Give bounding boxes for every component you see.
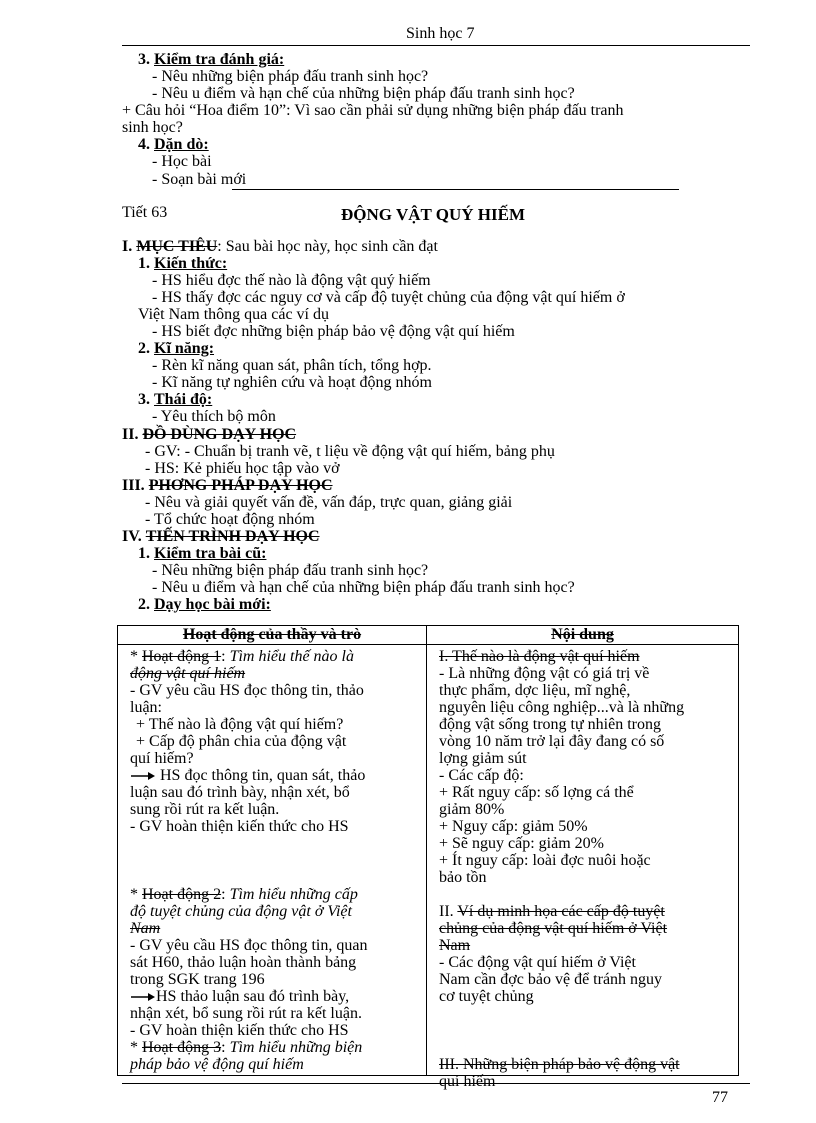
list-item: nhận xét, bổ sung rồi rút ra kết luận.	[130, 1004, 362, 1022]
content-section-2-heading-cont: chủng của động vật quí hiếm ở Việt	[439, 919, 668, 937]
list-item: quí hiếm?	[130, 749, 194, 767]
content-section-2-heading-cont: Nam	[439, 936, 471, 954]
skills-item: - Rèn kĩ năng quan sát, phân tích, tổng hợp.	[152, 357, 432, 374]
table-row	[118, 644, 739, 1075]
list-item: động vật sống trong tự nhiên trong	[439, 715, 661, 733]
list-item: - GV yêu cầu HS đọc thông tin, thảo	[130, 681, 364, 699]
list-item: - GV hoàn thiện kiến thức cho HS	[130, 817, 349, 835]
subsection-skills: 2. Kĩ năng:	[138, 340, 215, 357]
content-section-3-heading: III. Những biện pháp bảo vệ động vật	[439, 1055, 680, 1073]
assessment-q2: - Nêu u điểm và hạn chế của những biện pháp đấu tranh sinh học?	[152, 85, 575, 102]
subsection-knowledge: 1. Kiến thức:	[138, 255, 228, 272]
homework-item: - Học bài	[152, 153, 212, 170]
list-item: thực phẩm, dợc liệu, mĩ nghệ,	[439, 681, 631, 699]
section-II: II. ĐỒ DÙNG DẠY HỌC	[122, 426, 297, 443]
check-question: - Nêu những biện pháp đấu tranh sinh học?	[152, 562, 429, 579]
header-rule	[122, 45, 750, 46]
right-arrow-icon	[130, 771, 156, 781]
list-item: - Các động vật quí hiếm ở Việt	[439, 953, 636, 971]
section-III-heading: PHƠNG PHÁP DẠY HỌC	[148, 477, 333, 494]
list-item: HS đọc thông tin, quan sát, thảo	[130, 767, 365, 785]
activity-2-heading: * Hoạt động 2: Tìm hiểu những cấp	[130, 885, 358, 903]
column-header-content: Nội dung	[427, 626, 739, 645]
section-IV: IV. TIẾN TRÌNH DẠY HỌC	[122, 528, 320, 545]
subsection-attitude: 3. Thái độ:	[138, 391, 213, 408]
footer-rule	[122, 1083, 750, 1084]
list-item: + Ít nguy cấp: loài đợc nuôi hoặc	[439, 851, 651, 869]
list-item: nguyên liệu công nghiệp...và là những	[439, 698, 685, 716]
materials-item: - GV: - Chuẩn bị tranh vẽ, t liệu về động vật quí hiếm, bảng phụ	[145, 443, 555, 460]
activity-3-heading-cont: pháp bảo vệ động quí hiếm	[130, 1055, 304, 1073]
check-question: - Nêu u điểm và hạn chế của những biện pháp đấu tranh sinh học?	[152, 579, 575, 596]
knowledge-item-cont: Việt Nam thông qua các ví dụ	[138, 306, 329, 323]
content-section-3-heading-cont: quí hiếm	[439, 1072, 496, 1090]
list-item: cơ tuyệt chủng	[439, 987, 534, 1005]
right-arrow-icon	[130, 992, 156, 1002]
materials-item: - HS: Kẻ phiếu học tập vào vở	[145, 460, 340, 477]
knowledge-item: - HS biết đợc những biện pháp bảo vệ động vật quí hiếm	[152, 323, 515, 340]
list-item: + Rất nguy cấp: số lợng cá thể	[439, 783, 634, 801]
assessment-q1: - Nêu những biện pháp đấu tranh sinh học?	[152, 68, 429, 85]
page-number: 77	[712, 1089, 728, 1106]
assessment-heading: Kiểm tra đánh giá:	[154, 51, 285, 68]
activity-1-heading: * Hoạt động 1: Tìm hiểu thế nào là	[130, 647, 354, 665]
activity-table	[117, 625, 739, 1090]
section-I: I. MỤC TIÊU: Sau bài học này, học sinh cần đạt	[122, 238, 438, 255]
attitude-item: - Yêu thích bộ môn	[152, 408, 276, 425]
list-item: + Thế nào là động vật quí hiếm?	[136, 715, 344, 733]
activity-2-heading-cont: độ tuyệt chủng của động vật ở Việt	[130, 902, 352, 920]
lesson-title: ĐỘNG VẬT QUÝ HIẾM	[341, 205, 526, 224]
section-IV-heading: TIẾN TRÌNH DẠY HỌC	[145, 528, 320, 545]
list-item: luận sau đó trình bày, nhận xét, bổ	[130, 783, 350, 801]
table-header-row	[118, 626, 739, 645]
list-item: giảm 80%	[439, 800, 505, 818]
list-item: - Là những động vật có giá trị về	[439, 664, 650, 682]
subsection-new-lesson: 2. Dạy học bài mới:	[138, 596, 271, 613]
content-section-1-heading: I. Thế nào là động vật quí hiếm	[439, 647, 640, 665]
list-item: - GV yêu cầu HS đọc thông tin, quan	[130, 936, 368, 954]
skills-item: - Kĩ năng tự nghiên cứu và hoạt động nhóm	[152, 374, 432, 391]
list-item: lợng giảm sút	[439, 749, 527, 767]
list-item: sung rồi rút ra kết luận.	[130, 800, 280, 818]
section-divider	[232, 189, 679, 190]
homework-item: - Soạn bài mới	[152, 171, 247, 188]
lesson-number: Tiết 63	[122, 204, 168, 221]
activities-cell	[118, 644, 427, 1075]
list-item: + Cấp độ phân chia của động vật	[136, 732, 347, 750]
hoa-diem-line2: sinh học?	[122, 119, 183, 136]
method-item: - Nêu và giải quyết vấn đề, vấn đáp, trực quan, giảng giải	[145, 494, 513, 511]
list-item: - GV hoàn thiện kiến thức cho HS	[130, 1021, 349, 1039]
list-item: HS thảo luận sau đó trình bày,	[130, 988, 349, 1006]
list-item: + Nguy cấp: giảm 50%	[439, 817, 588, 835]
list-item: bảo tồn	[439, 868, 487, 886]
list-item: vòng 10 năm trở lại đây đang có số	[439, 732, 665, 750]
list-item: sát H60, thảo luận hoàn thành bảng	[130, 953, 357, 971]
list-item: luận:	[130, 698, 162, 716]
hoa-diem-line1: + Câu hỏi “Hoa điểm 10”: Vì sao cần phải sử dụng những biện pháp đấu tranh	[122, 102, 624, 119]
knowledge-item: - HS hiểu đợc thế nào là động vật quý hiếm	[152, 272, 431, 289]
section-I-heading: MỤC TIÊU	[136, 238, 218, 255]
homework-heading: Dặn dò:	[154, 136, 209, 153]
activity-3-heading: * Hoạt động 3: Tìm hiểu những biện	[130, 1038, 363, 1056]
subsection-old-lesson-check: 1. Kiểm tra bài cũ:	[138, 545, 267, 562]
page-header-subject: Sinh học 7	[406, 25, 475, 42]
content-cell	[427, 644, 739, 1090]
section-III: III. PHƠNG PHÁP DẠY HỌC	[122, 477, 333, 494]
list-item: - Các cấp độ:	[439, 766, 524, 784]
list-item: Nam cần đợc bảo vệ để tránh nguy	[439, 970, 663, 988]
section-II-heading: ĐỒ DÙNG DẠY HỌC	[142, 426, 297, 443]
list-item: trong SGK trang 196	[130, 970, 265, 988]
activity-1-heading-cont: động vật quí hiếm	[130, 664, 246, 682]
section-assessment: 3. Kiểm tra đánh giá:	[138, 51, 285, 68]
list-item: + Sẽ nguy cấp: giảm 20%	[439, 834, 604, 852]
knowledge-item: - HS thấy đợc các nguy cơ và cấp độ tuyệt chủng của động vật quí hiếm ở	[152, 289, 625, 306]
content-section-2-heading: II. Ví dụ minh họa các cấp độ tuyệt	[439, 902, 665, 920]
activity-2-heading-cont: Nam	[130, 919, 161, 937]
method-item: - Tổ chức hoạt động nhóm	[145, 511, 315, 528]
column-header-activities: Hoạt động của thầy và trò	[118, 626, 427, 645]
section-homework: 4. Dặn dò:	[138, 136, 209, 153]
